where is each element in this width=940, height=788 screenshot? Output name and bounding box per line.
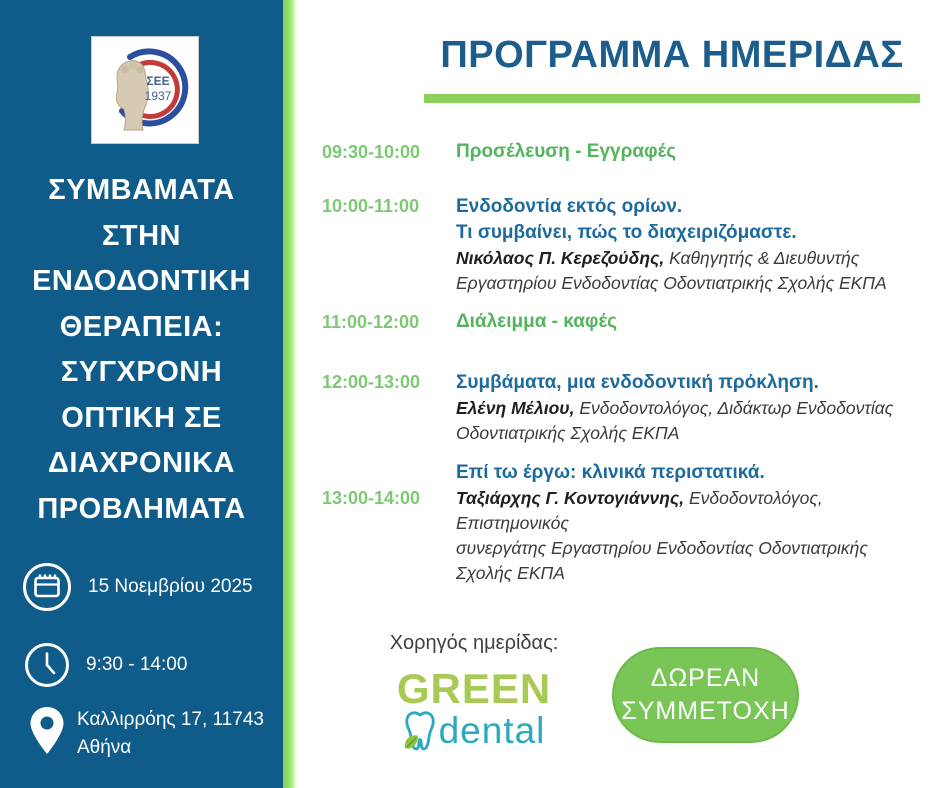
schedule-time: 09:30-10:00 [322, 142, 421, 162]
event-title-line: ΘΕΡΑΠΕΙΑ: [59, 310, 224, 343]
schedule-list [322, 140, 928, 586]
location-pin-icon [29, 706, 65, 756]
event-title [10, 168, 273, 532]
schedule-row [322, 310, 928, 334]
session-title: Συμβάματα, μια ενδοδοντική πρόκληση. [456, 372, 819, 393]
sponsor-brand-name: GREEN [396, 665, 552, 712]
clock-icon [24, 642, 70, 688]
free-participation-button[interactable]: ΔΩΡΕΑΝ ΣΥΜΜΕΤΟΧΗ [612, 647, 799, 743]
session-title: Επί τω έργω: κλινικά περιστατικά. [456, 462, 765, 483]
schedule-time: 13:00-14:00 [322, 488, 421, 508]
sponsor-brand-sub: dental [438, 710, 546, 751]
speaker-name: Ελένη Μέλιου, [456, 398, 575, 418]
info-location [22, 706, 264, 762]
info-date [22, 562, 253, 612]
schedule-content [456, 460, 928, 586]
schedule-content [456, 310, 928, 334]
sponsor-brand-row [368, 709, 580, 753]
session-speaker: Εργαστηρίου Ενδοδοντίας Οδοντιατρικής Σχολής ΕΚΠΑ [456, 273, 887, 293]
event-title-line: ΠΡΟΒΛΗΜΑΤΑ [37, 492, 246, 525]
program-header [424, 34, 920, 103]
info-time [22, 642, 187, 688]
schedule-row [322, 140, 928, 164]
sidebar [0, 0, 283, 788]
page-title: ΠΡΟΓΡΑΜΜΑ ΗΜΕΡΙΔΑΣ [440, 34, 904, 76]
event-title-line: ΟΠΤΙΚΗ ΣΕ [61, 401, 222, 434]
session-title: Τι συμβαίνει, πώς το διαχειριζόμαστε. [456, 222, 797, 243]
speaker-name: Ταξιάρχης Γ. Κοντογιάννης, [456, 488, 685, 508]
schedule-content [456, 194, 928, 296]
title-underline [424, 94, 920, 103]
schedule-content [456, 370, 928, 446]
see-1937-logo-icon [92, 37, 198, 143]
schedule-content [456, 140, 928, 164]
speaker-name: Νικόλαος Π. Κερεζούδης, [456, 248, 665, 268]
event-address: Καλλιρρόης 17, 11743 Αθήνα [77, 709, 264, 758]
session-speaker: Νικόλαος Π. Κερεζούδης, Καθηγητής & Διευθυντής [456, 248, 860, 268]
schedule-time: 10:00-11:00 [322, 196, 420, 216]
sponsor-label: Χορηγός ημερίδας: [389, 632, 559, 654]
schedule-time: 11:00-12:00 [322, 312, 420, 332]
event-title-line: ΣΤΗΝ [101, 219, 181, 252]
event-date: 15 Νοεμβρίου 2025 [88, 576, 253, 597]
tooth-leaf-icon [403, 709, 437, 753]
event-title-line: ΔΙΑΧΡΟΝΙΚΑ [48, 447, 235, 479]
schedule-time: 12:00-13:00 [322, 372, 421, 392]
session-title-green: Προσέλευση - Εγγραφές [456, 141, 677, 162]
society-logo [91, 36, 199, 144]
calendar-icon [22, 562, 72, 612]
schedule-row [322, 194, 928, 296]
session-speaker: Οδοντιατρικής Σχολής ΕΚΠΑ [456, 423, 680, 443]
accent-stripe [283, 0, 297, 788]
event-time: 9:30 - 14:00 [86, 654, 188, 675]
event-title-line: ΕΝΔΟΔΟΝΤΙΚΗ [32, 265, 251, 297]
session-speaker: Ελένη Μέλιου, Ενδοδοντολόγος, Διδάκτωρ Ενδοδοντίας [456, 398, 894, 418]
sponsor-block [368, 632, 580, 753]
event-title-line: ΣΥΜΒΑΜΑΤΑ [48, 174, 235, 206]
session-speaker: συνεργάτης Εργαστηρίου Ενδοδοντίας Οδοντιατρικής Σχολής ΕΚΠΑ [456, 538, 868, 583]
schedule-row [322, 370, 928, 446]
session-title-green: Διάλειμμα - καφές [456, 311, 617, 332]
session-speaker: Ταξιάρχης Γ. Κοντογιάννης, Ενδοδοντολόγος, Επιστημονικός [456, 488, 823, 533]
svg-text:ΣΕΕ: ΣΕΕ [146, 74, 170, 88]
schedule-row [322, 460, 928, 586]
svg-text:1937: 1937 [144, 89, 172, 103]
event-title-line: ΣΥΓΧΡΟΝΗ [60, 356, 223, 388]
session-title: Ενδοδοντία εκτός ορίων. [456, 196, 683, 217]
